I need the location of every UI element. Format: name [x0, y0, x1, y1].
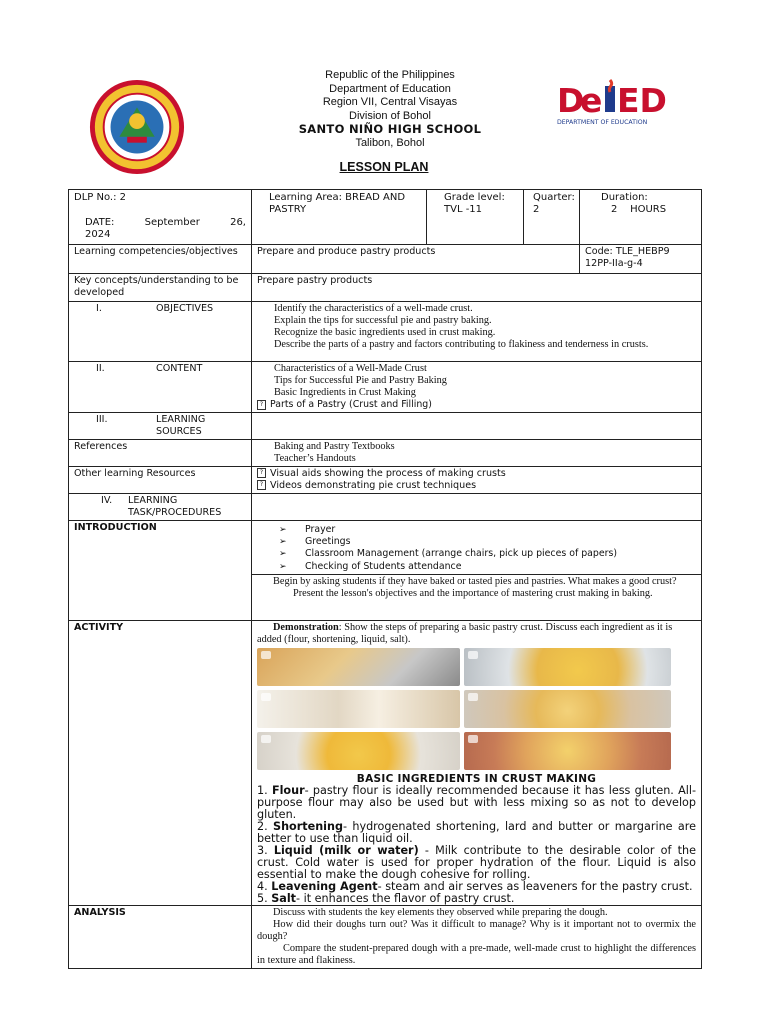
introduction-text	[252, 574, 702, 620]
grade-value: TVL -11	[444, 204, 483, 215]
other-resources-label: Other learning Resources	[69, 467, 252, 494]
lesson-plan-title: LESSON PLAN	[339, 160, 429, 174]
competencies-value: Prepare and produce pastry products	[252, 245, 580, 274]
date-label: DATE:	[85, 217, 115, 228]
deped-logo	[555, 78, 680, 128]
header-line-division: Division of Bohol	[349, 109, 431, 122]
content-row	[69, 362, 702, 413]
dlp-cell	[69, 190, 252, 245]
content-list	[252, 362, 702, 413]
learning-sources-empty	[252, 413, 702, 440]
tasks-label: LEARNING TASK/PROCEDURES	[128, 495, 222, 518]
header-text-block	[230, 69, 550, 151]
tasks-num: IV.	[101, 495, 113, 506]
resources-num: III.	[96, 414, 108, 425]
header-line-region: Region VII, Central Visayas	[322, 96, 458, 109]
objective-item: Explain the tips for successful pie and pastry baking.	[274, 315, 492, 326]
duration-num: 2	[611, 204, 618, 215]
references-list	[252, 440, 702, 467]
concepts-value: Prepare pastry products	[252, 274, 702, 302]
references-label: References	[69, 440, 252, 467]
objectives-list	[252, 302, 702, 362]
quarter-label: Quarter:	[533, 192, 575, 203]
arrow-bullet-icon: ➢	[279, 537, 287, 548]
learning-sources-row	[69, 413, 702, 440]
learning-area-cell	[252, 190, 427, 245]
school-location: Talibon, Bohol	[355, 136, 425, 149]
header-line-department: Department of Education	[329, 82, 451, 95]
bullet-icon: ?	[257, 400, 266, 410]
arrow-bullet-icon: ➢	[279, 561, 287, 572]
demonstration-photos	[257, 648, 671, 770]
bullet-icon: ?	[257, 468, 266, 478]
svg-text:ED: ED	[617, 81, 667, 120]
svg-text:D: D	[557, 81, 585, 120]
duration-unit: HOURS	[630, 204, 667, 215]
quarter-value: 2	[533, 204, 540, 215]
analysis-row	[69, 906, 702, 969]
content-item: Basic Ingredients in Crust Making	[274, 387, 416, 398]
activity-cell	[252, 620, 702, 906]
svg-text:DEPARTMENT OF EDUCATION: DEPARTMENT OF EDUCATION	[557, 119, 648, 126]
duration-label: Duration:	[601, 192, 648, 203]
list-item: ➢ Greetings	[279, 536, 351, 548]
demonstration-text	[257, 622, 696, 646]
resources-label: LEARNING SOURCES	[156, 414, 206, 437]
concepts-row	[69, 274, 702, 302]
content-label-cell	[69, 362, 252, 413]
resource-item: Visual aids showing the process of making crusts	[270, 468, 506, 479]
concepts-label: Key concepts/understanding to be developed	[69, 274, 252, 302]
photo-step-1	[257, 648, 460, 686]
dlp-number: DLP No.: 2	[74, 192, 126, 203]
activity-label: ACTIVITY	[69, 620, 252, 906]
ingredient-item: 5. Salt- it enhances the flavor of pastry crust.	[257, 891, 515, 905]
ingredient-item: 1. Flour- pastry flour is ideally recommended because it has less gluten. All-purpose flour may also be used but with less mixing so as not to develop gluten.	[257, 784, 697, 822]
analysis-para: Compare the student-prepared dough with a pre-made, well-made crust to highlight the differences in texture and flakiness.	[257, 943, 696, 967]
other-resources-list	[252, 467, 702, 494]
ingredient-item: 4. Leavening Agent- steam and air serves as leaveners for the pastry crust.	[257, 879, 693, 893]
photo-step-3	[257, 690, 460, 728]
grade-label: Grade level:	[444, 192, 505, 203]
photo-step-4	[464, 690, 671, 728]
introduction-list-cell	[252, 521, 702, 575]
competencies-row	[69, 245, 702, 274]
photo-step-6	[464, 732, 671, 770]
content-item: Characteristics of a Well-Made Crust	[274, 363, 427, 374]
info-row	[69, 190, 702, 245]
tasks-empty	[252, 494, 702, 521]
list-item: ➢ Checking of Students attendance	[279, 560, 462, 572]
introduction-para: Present the lesson's objectives and the importance of mastering crust making in baking.	[293, 587, 653, 599]
analysis-para: How did their doughs turn out? Was it difficult to manage? Why is it important not to overmix the dough?	[257, 919, 696, 943]
reference-item: Baking and Pastry Textbooks	[274, 441, 395, 452]
ingredient-item: 3. Liquid (milk or water) - Milk contribute to the desirable color of the crust. Cold water is used for proper hydration of the flour. Liquid is also essential to make the dough cohesive for rolling.	[257, 843, 696, 881]
arrow-bullet-icon: ➢	[279, 525, 287, 535]
competencies-label: Learning competencies/objectives	[69, 245, 252, 274]
photo-step-5	[257, 732, 460, 770]
learning-area: Learning Area: BREAD AND PASTRY	[269, 192, 406, 215]
objectives-num: I.	[96, 303, 102, 314]
header-line-republic: Republic of the Philippines	[325, 69, 455, 81]
introduction-row	[69, 521, 702, 575]
ingredient-item: 2. Shortening- hydrogenated shortening, lard and butter or margarine are better to use than liquid oil.	[257, 820, 696, 846]
date-year: 2024	[85, 229, 111, 240]
other-resources-row	[69, 467, 702, 494]
analysis-para: Discuss with students the key elements they observed while preparing the dough.	[273, 907, 608, 919]
date-line	[74, 217, 246, 229]
content-item: Parts of a Pastry (Crust and Filling)	[270, 399, 432, 410]
date-day: 26,	[230, 217, 246, 228]
date-month: September	[144, 217, 200, 228]
reference-item: Teacher’s Handouts	[274, 453, 356, 464]
introduction-para: Begin by asking students if they have baked or tasted pies and pastries. What makes a good crust?	[273, 575, 677, 587]
competencies-code: Code: TLE_HEBP9 12PP-IIa-g-4	[580, 245, 702, 274]
tasks-row	[69, 494, 702, 521]
introduction-label: INTRODUCTION	[69, 521, 252, 621]
demo-desc: : Show the steps of preparing a basic pastry crust. Discuss each ingredient as it is added (flour, shortening, liquid, salt).	[257, 621, 673, 645]
list-item: ➢ Classroom Management (arrange chairs, pick up pieces of papers)	[279, 548, 618, 560]
learning-sources-label-cell	[69, 413, 252, 440]
content-item: Tips for Successful Pie and Pastry Baking	[274, 375, 447, 386]
content-num: II.	[96, 363, 105, 374]
list-item: ➢ Prayer	[279, 524, 336, 535]
grade-cell	[427, 190, 524, 245]
analysis-text	[252, 906, 702, 969]
content-label: CONTENT	[156, 363, 203, 374]
photo-step-2	[464, 648, 671, 686]
lesson-plan-table	[68, 189, 702, 969]
objective-item: Identify the characteristics of a well-made crust.	[274, 303, 473, 314]
ingredients-title: BASIC INGREDIENTS IN CRUST MAKING	[356, 773, 597, 786]
duration-cell	[580, 190, 702, 245]
arrow-bullet-icon: ➢	[279, 549, 287, 560]
demo-bold: Demonstration	[273, 621, 339, 633]
objective-item: Describe the parts of a pastry and factors contributing to flakiness and tenderness in crusts.	[274, 339, 649, 350]
activity-row	[69, 620, 702, 906]
school-name: SANTO NIÑO HIGH SCHOOL	[298, 122, 482, 137]
svg-text:e: e	[580, 81, 603, 120]
bullet-icon: ?	[257, 480, 266, 490]
references-row	[69, 440, 702, 467]
analysis-label: ANALYSIS	[69, 906, 252, 969]
objectives-label-cell	[69, 302, 252, 362]
tasks-label-cell	[69, 494, 252, 521]
objective-item: Recognize the basic ingredients used in crust making.	[274, 327, 496, 338]
objectives-row	[69, 302, 702, 362]
quarter-cell	[524, 190, 580, 245]
objectives-label: OBJECTIVES	[156, 303, 214, 314]
resource-item: Videos demonstrating pie crust techniques	[270, 480, 477, 491]
introduction-list	[257, 524, 696, 573]
